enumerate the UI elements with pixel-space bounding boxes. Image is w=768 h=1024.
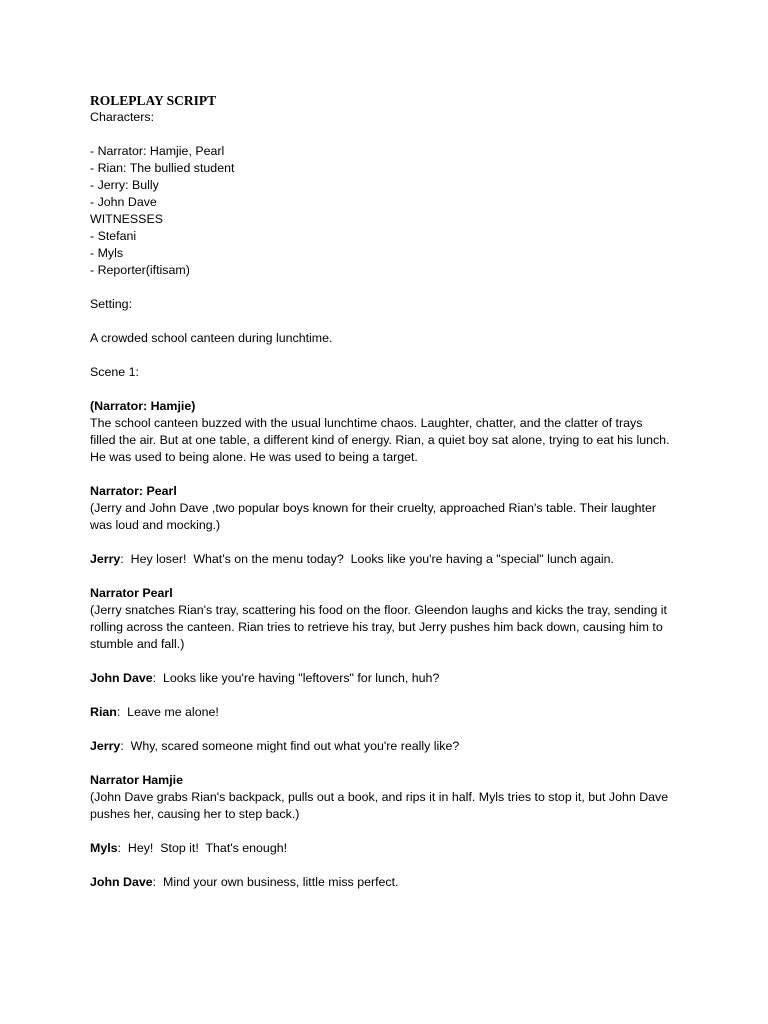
dialogue-line	[90, 551, 690, 568]
spacer	[90, 534, 690, 551]
dialogue-text: : Hey! Stop it! That's enough!	[117, 841, 288, 855]
stage-direction-line: (Jerry snatches Rian's tray, scattering his food on the floor. Gleendon laughs and kicks the tray, sending it	[90, 603, 667, 617]
spacer	[90, 347, 690, 364]
speaker-heading: (Narrator: Hamjie)	[90, 399, 196, 413]
character-entry: - Jerry: Bully	[90, 178, 159, 192]
witness-entry: - Stefani	[90, 229, 137, 243]
dialogue-text: : Why, scared someone might find out what you're really like?	[120, 739, 460, 753]
dialogue-line	[90, 840, 690, 857]
dialogue-speaker: John Dave	[90, 671, 153, 685]
document-title: ROLEPLAY SCRIPT	[90, 93, 217, 108]
dialogue-speaker: Jerry	[90, 552, 121, 566]
stage-direction-line: rolling across the canteen. Rian tries to retrieve his tray, but Jerry pushes him back down, causing him to	[90, 620, 663, 634]
scene-label: Scene 1:	[90, 365, 139, 379]
character-entry: - Narrator: Hamjie, Pearl	[90, 144, 225, 158]
stage-direction-line: (Jerry and John Dave ,two popular boys known for their cruelty, approached Rian's table. Their laughter	[90, 501, 656, 515]
witnesses-label: WITNESSES	[90, 212, 163, 226]
witness-entry: - Reporter(iftisam)	[90, 263, 190, 277]
character-entry: - Rian: The bullied student	[90, 161, 235, 175]
setting-label: Setting:	[90, 297, 133, 311]
stage-direction-line: (John Dave grabs Rian's backpack, pulls out a book, and rips it in half. Myls tries to stop it, but John Dave	[90, 790, 669, 804]
characters-label: Characters:	[90, 110, 155, 124]
dialogue-text: : Looks like you're having "leftovers" for lunch, huh?	[152, 671, 440, 685]
spacer	[90, 279, 690, 296]
dialogue-line	[90, 704, 690, 721]
stage-direction-line: was loud and mocking.)	[90, 518, 221, 532]
witness-entry: - Myls	[90, 246, 124, 260]
spacer	[90, 721, 690, 738]
spacer	[90, 823, 690, 840]
character-entry: - John Dave	[90, 195, 157, 209]
spacer	[90, 568, 690, 585]
spacer	[90, 313, 690, 330]
stage-direction-line: He was used to being alone. He was used to being a target.	[90, 450, 418, 464]
spacer	[90, 466, 690, 483]
spacer	[90, 653, 690, 670]
spacer	[90, 857, 690, 874]
dialogue-line	[90, 670, 690, 687]
spacer	[90, 381, 690, 398]
spacer	[90, 687, 690, 704]
stage-direction-line: filled the air. But at one table, a different kind of energy. Rian, a quiet boy sat alone, trying to eat his lunch.	[90, 433, 670, 447]
speaker-heading: Narrator Pearl	[90, 586, 173, 600]
dialogue-speaker: Jerry	[90, 739, 121, 753]
dialogue-speaker: Rian	[90, 705, 117, 719]
dialogue-line	[90, 738, 690, 755]
dialogue-line	[90, 874, 690, 891]
stage-direction-line: stumble and fall.)	[90, 637, 185, 651]
setting-text: A crowded school canteen during lunchtime.	[90, 331, 333, 345]
dialogue-speaker: John Dave	[90, 875, 153, 889]
dialogue-speaker: Myls	[90, 841, 118, 855]
speaker-heading: Narrator Hamjie	[90, 773, 183, 787]
spacer	[90, 126, 690, 143]
dialogue-text: : Leave me alone!	[116, 705, 219, 719]
stage-direction-line: pushes her, causing her to step back.)	[90, 807, 300, 821]
dialogue-text: : Mind your own business, little miss perfect.	[152, 875, 399, 889]
stage-direction-line: The school canteen buzzed with the usual lunchtime chaos. Laughter, chatter, and the clatter of trays	[90, 416, 643, 430]
dialogue-text: : Hey loser! What's on the menu today? Looks like you're having a "special" lunch again.	[120, 552, 614, 566]
speaker-heading: Narrator: Pearl	[90, 484, 177, 498]
spacer	[90, 755, 690, 772]
script-content	[90, 92, 690, 891]
